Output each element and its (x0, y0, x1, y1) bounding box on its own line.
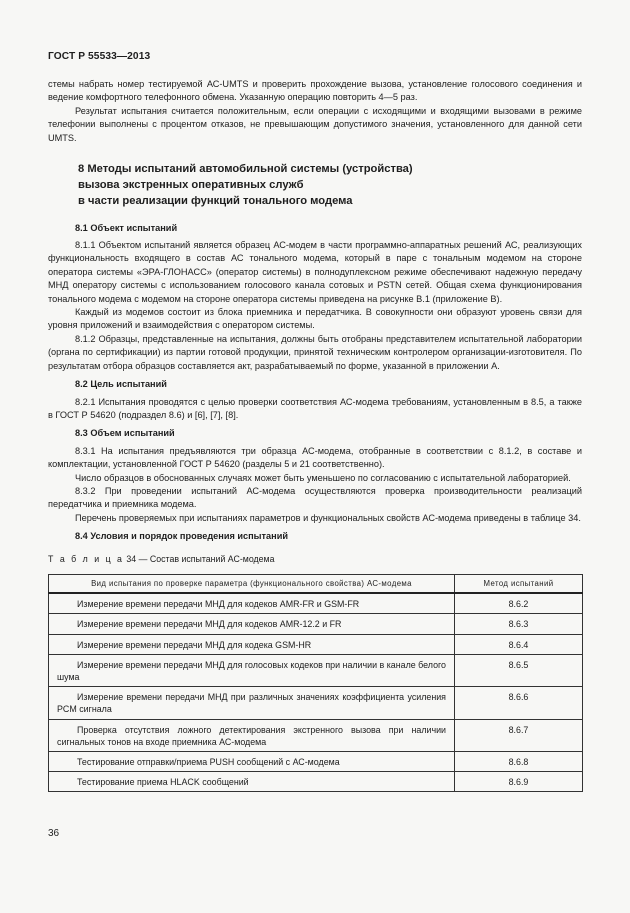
table-body (49, 593, 583, 792)
table-cell-method: 8.6.2 (455, 593, 583, 614)
table-row (49, 752, 583, 772)
table-cell-method: 8.6.3 (455, 614, 583, 634)
subsection-8-4-title: 8.4 Условия и порядок проведения испытаний (75, 531, 288, 542)
table-cell-method: 8.6.9 (455, 772, 583, 792)
paragraph-8-3-1-cont: Число образцов в обоснованных случаях может быть уменьшено по согласованию с испытательной лабораторией. (75, 472, 571, 483)
page-number: 36 (48, 828, 60, 839)
table-header-test-type: Вид испытания по проверке параметра (функционального свойства) АС-модема (49, 574, 455, 593)
table-cell-test-type: Измерение времени передачи МНД при различных значениях коэффициента усиления PCM сигнала (49, 687, 455, 719)
section-8-title-line1: 8 Методы испытаний автомобильной системы (устройства) (78, 163, 413, 176)
table-row (49, 614, 583, 634)
table-cell-method: 8.6.4 (455, 634, 583, 654)
table-cell-method: 8.6.6 (455, 687, 583, 719)
paragraph-result: Результат испытания считается положительным, если операции с исходящими и входящими вызовами в режиме телефонии выполнены с процентом отказов, не превышающим допустимого значения, установленного для данной сети UMTS. (48, 105, 582, 143)
section-8-title-line2: вызова экстренных оперативных служб (78, 179, 304, 192)
paragraph-8-3-2: 8.3.2 При проведении испытаний АС-модема осуществляются проверка производительности реализаций передатчика и приемника модема. (48, 485, 582, 510)
table-cell-test-type: Тестирование приема HLACK сообщений (49, 772, 455, 792)
subsection-8-2-title: 8.2 Цель испытаний (75, 379, 167, 390)
subsection-8-3-title: 8.3 Объем испытаний (75, 428, 175, 439)
table-row (49, 772, 583, 792)
table-cell-method: 8.6.5 (455, 654, 583, 686)
table-cell-method: 8.6.7 (455, 719, 583, 751)
table-cell-test-type: Измерение времени передачи МНД для голосовых кодеков при наличии в канале белого шума (49, 654, 455, 686)
table-cell-test-type: Измерение времени передачи МНД для кодеков AMR-FR и GSM-FR (49, 593, 455, 614)
tests-table (48, 574, 583, 792)
table-cell-test-type: Измерение времени передачи МНД для кодека GSM-HR (49, 634, 455, 654)
paragraph-8-1-1: 8.1.1 Объектом испытаний является образец АС-модем в части программно-аппаратных решений АС, реализующих функциональность входящего в состав АС тонального модема, который в паре с тональным модемом на стороне оператора системы «ЭРА-ГЛОНАСС» (оператор системы) в полнодуплексном режиме обеспечивают надежную передачу МНД оператору системы с использованием голосового канала сотовых и PSTN сетей. Общая схема функционирования тонального модема с модемом на стороне оператора системы приведена на рисунке В.1 (приложение В). (48, 240, 582, 304)
table-header-method: Метод испытаний (455, 574, 583, 593)
table-row (49, 654, 583, 686)
table-caption-prefix: Т а б л и ц а (48, 553, 124, 564)
section-8-title-line3: в части реализации функций тонального модема (78, 195, 353, 208)
paragraph-8-3-2-cont: Перечень проверяемых при испытаниях параметров и функциональных свойств АС-модема приведены в таблице 34. (75, 512, 581, 523)
section-8-title (48, 161, 582, 210)
paragraph-8-1-1-cont: Каждый из модемов состоит из блока приемника и передатчика. В совокупности они образуют уровень связи для уровня приложений и взаимодействия с оператором системы. (48, 307, 582, 331)
table-header-row (49, 574, 583, 593)
subsection-8-1-title: 8.1 Объект испытаний (75, 222, 178, 233)
paragraph-continued: стемы набрать номер тестируемой АС-UMTS и проверить прохождение вызова, установление голосового соединения и ведение комфортного телефонного обмена. Указанную операцию повторить 4—5 раз. (48, 79, 582, 103)
table-cell-method: 8.6.8 (455, 752, 583, 772)
table-row (49, 719, 583, 751)
table-cell-test-type: Проверка отсутствия ложного детектирования экстренного вызова при наличии сигнальных тонов на входе приемника АС-модема (49, 719, 455, 751)
table-cell-test-type: Измерение времени передачи МНД для кодеков AMR-12.2 и FR (49, 614, 455, 634)
table-row (49, 634, 583, 654)
paragraph-8-3-1: 8.3.1 На испытания предъявляются три образца АС-модема, отобранные в соответствии с 8.1.2, в составе и комплектации, установленной ГОСТ Р 54620 (разделы 5 и 21 соответственно). (48, 445, 582, 470)
table-cell-test-type: Тестирование отправки/приема PUSH сообщений с АС-модема (49, 752, 455, 772)
table-row (49, 687, 583, 719)
paragraph-8-2-1: 8.2.1 Испытания проводятся с целью проверки соответствия АС-модема требованиям, установленным в 8.5, а также в ГОСТ Р 54620 (подраздел 8.6) и [6], [7], [8]. (48, 396, 582, 420)
table-caption-text: 34 — Состав испытаний АС-модема (126, 553, 275, 564)
table-row (49, 593, 583, 614)
paragraph-8-1-2: 8.1.2 Образцы, представленные на испытания, должны быть отобраны представителем испытательной лаборатории (органа по сертификации) из партии готовой продукции, принятой техническим контролером организации-изготовителя. По результатам отбора образцов составляется акт, разрабатываемый по форме, указанной в приложении А. (48, 333, 582, 371)
table-caption (48, 553, 582, 566)
document-header: ГОСТ Р 55533—2013 (48, 51, 151, 62)
document-body (48, 78, 582, 792)
